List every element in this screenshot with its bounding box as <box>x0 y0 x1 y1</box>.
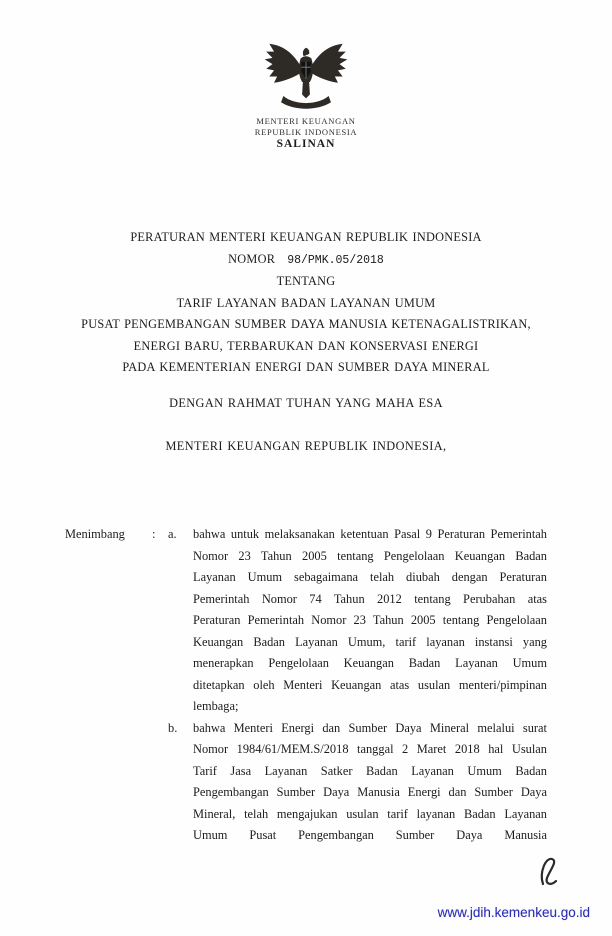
preamble-item-a <box>168 524 547 718</box>
item-text: bahwa Menteri Energi dan Sumber Daya Mineral melalui surat Nomor 1984/61/MEM.S/2018 tanggal 2 Maret 2018 hal Usulan Tarif Jasa Layanan Satker Badan Layanan Umum Badan Pengembangan Sumber Daya Manusia Energi dan Sumber Daya Mineral, telah mengajukan usulan tarif layanan Badan Layanan Umum Pusat Pengembangan Sumber Daya Manusia <box>193 720 547 842</box>
preamble-separator: : <box>152 527 156 541</box>
invocation-line: DENGAN RAHMAT TUHAN YANG MAHA ESA <box>169 396 443 410</box>
title-block <box>30 227 582 379</box>
jdih-watermark-link[interactable]: www.jdih.kemenkeu.go.id <box>437 905 590 920</box>
regulation-heading: PERATURAN MENTERI KEUANGAN REPUBLIK INDONESIA <box>130 230 482 244</box>
subject-line: TARIF LAYANAN BADAN LAYANAN UMUM <box>176 295 436 310</box>
preamble-menimbang <box>65 524 547 847</box>
authority-line: MENTERI KEUANGAN REPUBLIK INDONESIA, <box>165 439 447 453</box>
letterhead-ministry <box>0 116 612 137</box>
number-value: 98/PMK.05/2018 <box>287 253 384 267</box>
garuda-pancasila-emblem <box>263 36 349 114</box>
preamble-items <box>168 524 547 847</box>
item-letter: b. <box>168 720 178 735</box>
subject-line: PUSAT PENGEMBANGAN SUMBER DAYA MANUSIA KETENAGALISTRIKAN, <box>81 317 531 331</box>
copy-stamp: SALINAN <box>276 138 336 150</box>
handwritten-initial-mark <box>536 852 562 890</box>
subject-line: ENERGI BARU, TERBARUKAN DAN KONSERVASI ENERGI <box>133 338 479 353</box>
preamble-label: Menimbang <box>65 527 125 541</box>
about-label: TENTANG <box>276 274 336 288</box>
item-letter: a. <box>168 527 177 541</box>
preamble-item-b <box>168 718 547 847</box>
ministry-country: REPUBLIK INDONESIA <box>254 126 358 137</box>
item-text: bahwa untuk melaksanakan ketentuan Pasal 9 Peraturan Pemerintah Nomor 23 Tahun 2005 tentang Pengelolaan Keuangan Badan Layanan Umum sebagaimana telah diubah dengan Peraturan Pemerintah Nomor 74 Tahun 2012 tentang Perubahan atas Peraturan Pemerintah Nomor 23 Tahun 2005 tentang Pengelolaan Keuangan Badan Layanan Umum, tarif layanan instansi yang menerapkan Pengelolaan Keuangan Badan Layanan Umum ditetapkan oleh Menteri Keuangan atas usulan menteri/pimpinan lembaga; <box>193 527 547 713</box>
ministry-name: MENTERI KEUANGAN <box>256 116 356 126</box>
number-label: NOMOR <box>228 251 276 266</box>
subject-line: PADA KEMENTERIAN ENERGI DAN SUMBER DAYA MINERAL <box>122 360 490 374</box>
regulation-number-line <box>30 249 582 272</box>
